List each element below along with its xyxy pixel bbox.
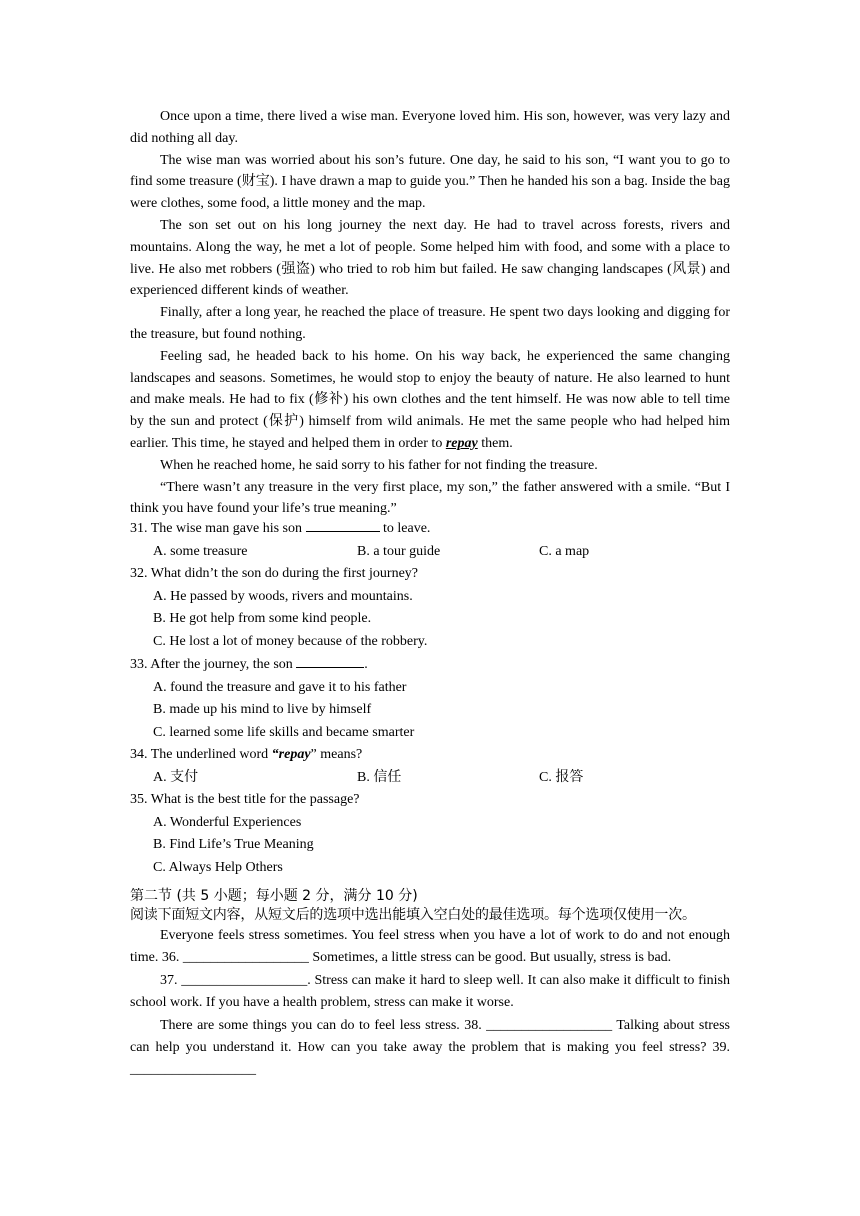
question-31-stem: [130, 517, 730, 541]
question-32-stem: 32. What didn’t the son do during the first journey?: [130, 566, 418, 581]
option-a: A. found the treasure and gave it to his father: [153, 679, 407, 695]
question-text: 33. After the journey, the son: [130, 657, 297, 672]
section-2: [130, 887, 730, 1082]
option-a: A. 支付: [153, 769, 199, 785]
passage-paragraph-5: [130, 346, 730, 455]
question-text: .: [364, 657, 368, 672]
answer-blank: [306, 517, 380, 532]
section-heading: 第二节 (共 5 小题；每小题 2 分，满分 10 分): [130, 888, 418, 904]
question-text: 34. The underlined word: [130, 747, 272, 762]
question-35-stem: 35. What is the best title for the passage?: [130, 792, 360, 807]
passage-paragraph-6: When he reached home, he said sorry to his father for not finding the treasure.: [160, 457, 598, 473]
question-text: ” means?: [310, 747, 363, 762]
option-c: C. 报答: [539, 769, 584, 785]
passage-paragraph-7: “There wasn’t any treasure in the very first place, my son,” the father answered with a smile. “But I think you have found your life’s true meaning.”: [130, 479, 730, 517]
option-c: C. a map: [539, 543, 590, 559]
questions-block: [130, 517, 730, 879]
question-34-stem: [130, 744, 730, 767]
option-a: A. He passed by woods, rivers and mountains.: [153, 588, 413, 604]
passage-paragraph-2: The wise man was worried about his son’s future. One day, he said to his son, “I want you to go to find some treasure (财宝). I have drawn a map to guide you.” Then he handed his son a bag. Inside the bag were clothes, some food, a little money and the map.: [130, 152, 730, 212]
option-c: C. learned some life skills and became smarter: [153, 724, 415, 740]
option-c: C. Always Help Others: [153, 859, 283, 875]
underlined-word-repay: repay: [445, 435, 478, 451]
reading-passage: [130, 106, 730, 520]
question-text: to leave.: [379, 521, 431, 536]
question-text: 31. The wise man gave his son: [130, 521, 306, 536]
section-paragraph-2: 37. __________________. Stress can make it hard to sleep well. It can also make it difficult to finish school work. If you have a health problem, stress can make it worse.: [130, 972, 730, 1011]
section-paragraph-3: There are some things you can do to feel less stress. 38. __________________ Talking about stress can help you understand it. How can you take away the problem that is making you feel stress? 39. __________________: [130, 1017, 730, 1078]
passage-text: Feeling sad, he headed back to his home. On his way back, he experienced the same changing landscapes and seasons. Sometimes, he would stop to enjoy the beauty of nature. He also learned to hunt and make meals. He had to fix (修补) his own clothes and the tent himself. He was now able to tell time by the sun and protect (保护) himself from wild animals. He met the same people who had helped him earlier. This time, he stayed and helped them in order to: [130, 348, 730, 451]
option-b: B. a tour guide: [357, 543, 441, 559]
question-keyword: “repay: [271, 747, 311, 762]
passage-paragraph-3: The son set out on his long journey the next day. He had to travel across forests, rivers and mountains. Along the way, he met a lot of people. Some helped him with food, and some with a place to live. He also met robbers (强盗) who tried to rob him but failed. He saw changing landscapes (风景) and experienced different kinds of weather.: [130, 217, 730, 299]
option-b: B. 信任: [357, 769, 402, 785]
section-instruction: 阅读下面短文内容，从短文后的选项中选出能填入空白处的最佳选项。每个选项仅使用一次。: [130, 907, 696, 923]
option-a: A. Wonderful Experiences: [153, 814, 302, 830]
option-b: B. He got help from some kind people.: [153, 611, 372, 626]
passage-paragraph-4: Finally, after a long year, he reached the place of treasure. He spent two days looking and digging for the treasure, but found nothing.: [130, 305, 730, 342]
option-a: A. some treasure: [153, 543, 248, 559]
section-paragraph-1: Everyone feels stress sometimes. You feel stress when you have a lot of work to do and not enough time. 36. __________________ Sometimes, a little stress can be good. But usually, stress is bad.: [130, 928, 730, 966]
passage-paragraph-1: Once upon a time, there lived a wise man. Everyone loved him. His son, however, was very lazy and did nothing all day.: [130, 109, 730, 146]
answer-blank: [296, 653, 364, 668]
question-33-stem: [130, 653, 730, 677]
question-34-options: [130, 767, 730, 790]
option-c: C. He lost a lot of money because of the robbery.: [153, 633, 428, 649]
option-b: B. Find Life’s True Meaning: [153, 837, 314, 852]
question-31-options: [130, 541, 730, 564]
option-b: B. made up his mind to live by himself: [153, 702, 372, 717]
passage-text: them.: [477, 435, 513, 451]
